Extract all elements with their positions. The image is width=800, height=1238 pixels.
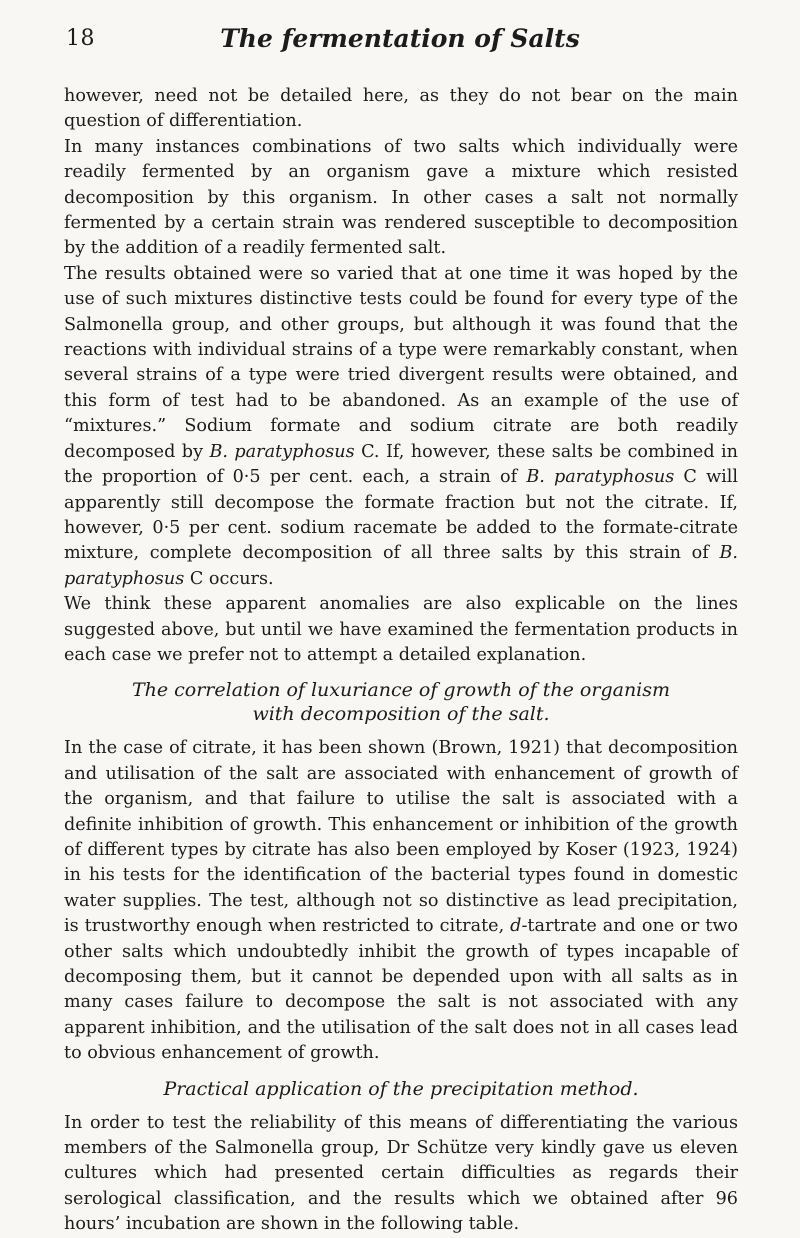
heading-line: with decomposition of the salt.: [252, 703, 550, 726]
running-header: [0, 18, 800, 58]
species-name: B. paratyphosus: [209, 441, 355, 462]
running-title: The fermentation of Salts: [220, 24, 580, 53]
paragraph-text: In many instances combinations of two salts which individually were readily fermented by an organism gave a mixture which resisted decomposition by this organism. In other cases a salt not normally fermented by a certain strain was rendered susceptible to decomposition by the addition of a readily fermented salt.: [64, 136, 738, 259]
body-text: [64, 84, 738, 1238]
paragraph-continued: however, need not be detailed here, as they do not bear on the main question of differentiation.: [64, 86, 738, 132]
paragraph-text: C occurs.: [184, 568, 274, 589]
species-name: B. paratyphosus: [526, 467, 675, 488]
species-name: B. paratyphosus: [64, 543, 738, 589]
page-number: 18: [66, 26, 95, 51]
paragraph-text: In the case of citrate, it has been shown (Brown, 1921) that decomposition and utilisation of the salt are associated with enhancement of growth of the organism, and that failure to utilise the salt is associated with a definite inhibition of growth. This enhancement or inhibition of the growth of different types by citrate has also been employed by Koser (1923, 1924) in his tests for the identification of the bacterial types found in domestic water supplies. The test, although not so distinctive as lead precipitation, is trustworthy enough when restricted to citrate,: [64, 738, 738, 937]
section-heading-correlation: [64, 678, 738, 726]
paragraph-practical: In order to test the reliability of this means of differentiating the various members of the Salmonella group, Dr Schütze very kindly gave us eleven cultures which had presented certain difficulties as regards their serological classification, and the results which we obtained after 96 hours’ incubation are shown in the following table.: [64, 1112, 738, 1235]
paragraph-text: C will apparently still decompose the formate fraction but not the citrate. If, however, 0·5 per cent. sodium racemate be added to the formate-citrate mixture, complete decomposition of all three salts by this strain of: [64, 467, 739, 564]
paragraph-text: -tartrate and one or two other salts which undoubtedly inhibit the growth of types incapable of decomposing them, but it cannot be depended upon with all salts as in many cases failure to decompose the salt is not associated with any apparent inhibition, and the utilisation of the salt does not in all cases lead to obvious enhancement of growth.: [64, 916, 738, 1064]
paragraph-text: The results obtained were so varied that at one time it was hoped by the use of such mixtures distinctive tests could be found for every type of the Salmonella group, and other groups, but although it was found that the reactions with individual strains of a type were remarkably constant, when several strains of a type were tried divergent results were obtained, and this form of test had to be abandoned. As an example of the use of “mixtures.” Sodium formate and sodium citrate are both readily decomposed by: [64, 263, 738, 462]
paragraph-mixtures: [64, 135, 738, 262]
heading-line: The correlation of luxuriance of growth of the organism: [131, 679, 671, 702]
paragraph-results: [64, 262, 738, 592]
paragraph-citrate: [64, 736, 738, 1066]
section-heading-practical: Practical application of the precipitation method.: [163, 1077, 639, 1100]
paragraph-anomalies: We think these apparent anomalies are also explicable on the lines suggested above, but until we have examined the fermentation products in each case we prefer not to attempt a detailed explanation.: [64, 594, 738, 665]
italic-d: d: [510, 916, 522, 937]
paragraph-text: C. If, however, these salts be combined in the proportion of 0·5 per cent. each, a strain of: [64, 441, 738, 488]
